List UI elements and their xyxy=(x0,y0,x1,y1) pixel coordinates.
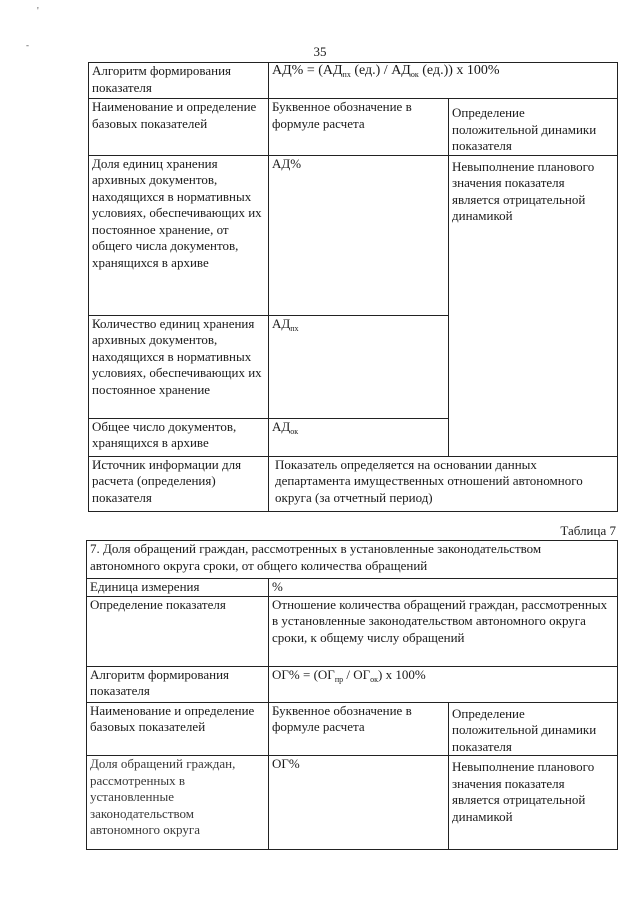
base-indicator-symbol: ОГ% xyxy=(269,756,449,850)
dynamics-definition: Невыполнение планового значения показателя является отрицательной динамикой xyxy=(449,155,618,456)
table-header-row xyxy=(87,702,618,756)
table-row xyxy=(87,579,618,597)
unit-label: Единица измерения xyxy=(87,579,269,597)
header-name: Наименование и определение базовых показателей xyxy=(89,99,269,156)
indicator-table-7 xyxy=(86,540,618,850)
definition-value: Отношение количества обращений граждан, рассмотренных в установленные законодательством автономного округа сроки, к общему числу обращений xyxy=(269,596,618,666)
header-symbol: Буквенное обозначение в формуле расчета xyxy=(269,702,449,756)
table-row xyxy=(89,63,618,99)
page-number: 35 xyxy=(313,44,327,59)
header-name: Наименование и определение базовых показателей xyxy=(87,702,269,756)
unit-value: % xyxy=(269,579,618,597)
formula: $АД\% = (АД_{пх}$ $(ед.) / АД_{ок}$ (ед.)) х 100% xyxy=(269,63,618,99)
header-symbol: Буквенное обозначение в формуле расчета xyxy=(269,99,449,156)
scan-mark: - xyxy=(26,40,29,50)
base-indicator-symbol: $АД_{пх}$ xyxy=(269,315,449,418)
source-value: Показатель определяется на основании данных департамента имущественных отношений автономного округа (за отчетный период) xyxy=(269,456,618,511)
table-row xyxy=(89,456,618,511)
table-row xyxy=(87,756,618,850)
table-row xyxy=(87,666,618,702)
table-title-row xyxy=(87,541,618,579)
source-label: Источник информации для расчета (определения) показателя xyxy=(89,456,269,511)
table-row xyxy=(87,596,618,666)
base-indicator-name: Доля обращений граждан, рассмотренных в установленные законодательством автономного округа xyxy=(87,756,269,850)
table-caption: Таблица 7 xyxy=(560,523,616,538)
base-indicator-symbol: $АД_{ок}$ xyxy=(269,418,449,456)
indicator-title: 7. Доля обращений граждан, рассмотренных в установленные законодательством автономного округа сроки, от общего количества обращений xyxy=(87,541,618,579)
header-dynamics: Определение положительной динамики показателя xyxy=(449,99,618,156)
base-indicator-symbol: АД% xyxy=(269,155,449,315)
table-row xyxy=(89,155,618,315)
table-header-row xyxy=(89,99,618,156)
algorithm-label: Алгоритм формирования показателя xyxy=(87,666,269,702)
indicator-table-6 xyxy=(88,62,618,512)
base-indicator-name: Доля единиц хранения архивных документов, находящихся в нормативных условиях, обеспечивающих их постоянное хранение, от общего числа документов, хранящихся в архиве xyxy=(89,155,269,315)
dynamics-definition: Невыполнение планового значения показателя является отрицательной динамикой xyxy=(449,756,618,850)
algorithm-label: Алгоритм формирования показателя xyxy=(89,63,269,99)
base-indicator-name: Количество единиц хранения архивных документов, находящихся в нормативных условиях, обеспечивающих их постоянное хранение xyxy=(89,315,269,418)
header-dynamics: Определение положительной динамики показателя xyxy=(449,702,618,756)
scan-mark: ' xyxy=(37,6,39,17)
definition-label: Определение показателя xyxy=(87,596,269,666)
base-indicator-name: Общее число документов, хранящихся в архиве xyxy=(89,418,269,456)
formula: $ОГ\% = (ОГ_{пр} / ОГ_{ок})$ х 100% xyxy=(269,666,618,702)
